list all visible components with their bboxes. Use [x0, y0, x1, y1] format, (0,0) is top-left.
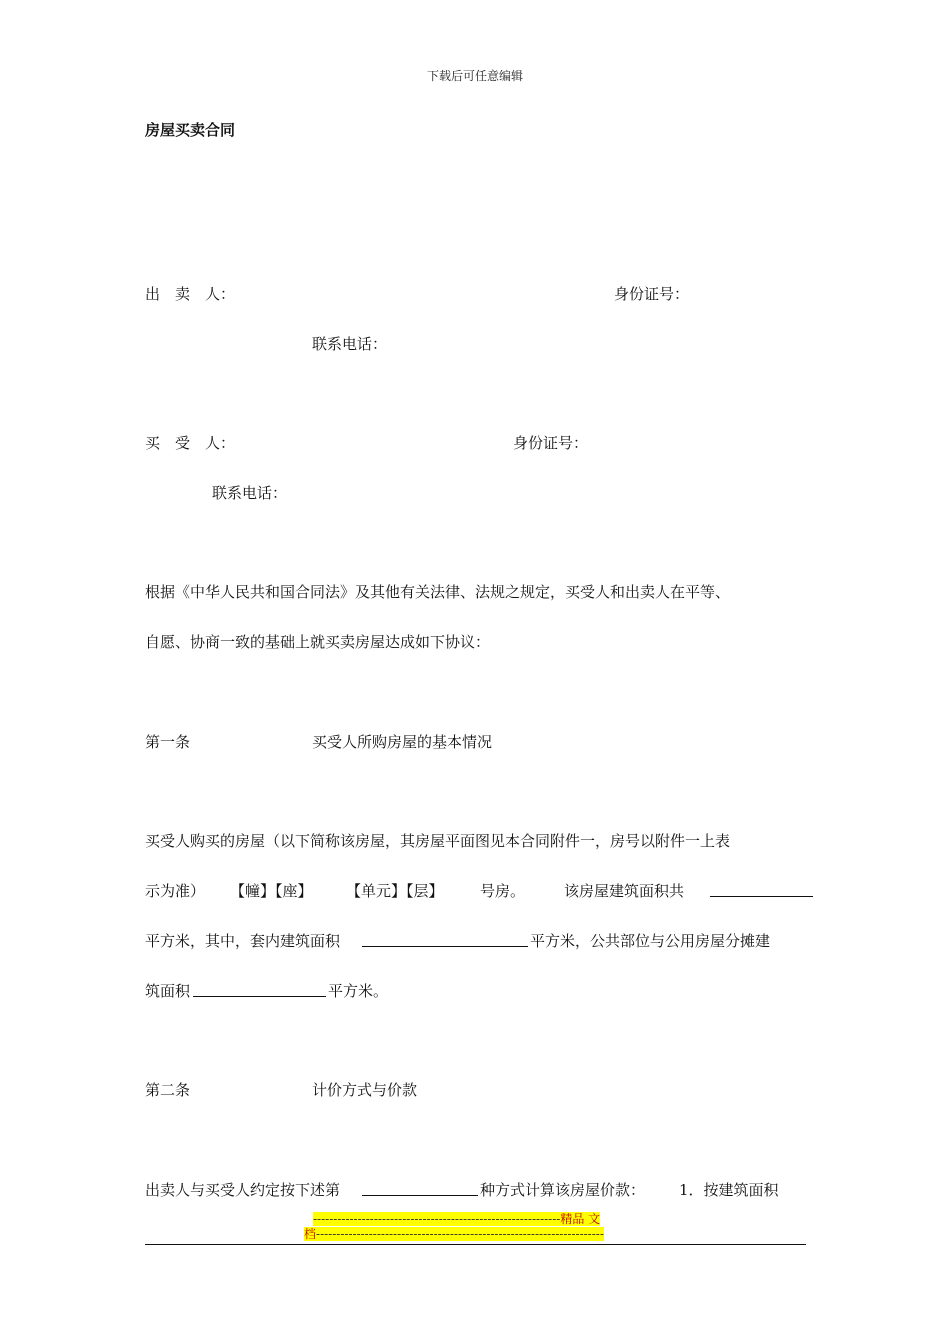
footer-watermark-line-1: [313, 1212, 600, 1226]
article-1-line-4a: 筑面积: [145, 982, 191, 1000]
article-1-heading: 买受人所购房屋的基本情况: [312, 733, 493, 751]
shared-area-blank[interactable]: [193, 981, 326, 1001]
preamble-line-1: 根据《中华人民共和国合同法》及其他有关法律、法规之规定，买受人和出卖人在平等、: [145, 583, 731, 601]
document-title: 房屋买卖合同: [145, 121, 236, 139]
total-area-blank[interactable]: [710, 881, 813, 901]
buyer-id-label: 身份证号：: [513, 434, 589, 452]
inner-area-blank[interactable]: [362, 931, 528, 951]
seller-phone-label: 联系电话：: [312, 335, 388, 353]
article-1-line-2a: 示为准）: [145, 882, 206, 900]
footer-divider: [145, 1244, 806, 1245]
article-1-line-2d: 号房。: [480, 882, 526, 900]
article-2-line-1c: 1．按建筑面积: [679, 1181, 779, 1199]
article-1-number: 第一条: [145, 733, 191, 751]
footer-dashes-2: -----------------------------------------------------------------------: [316, 1227, 604, 1241]
article-1-line-2e: 该房屋建筑面积共: [564, 882, 685, 900]
page-header-note: 下载后可任意编辑: [426, 69, 523, 83]
buyer-phone-label: 联系电话：: [212, 484, 288, 502]
seller-label: 出 卖 人：: [145, 285, 236, 303]
footer-mark-2: 档: [304, 1227, 317, 1241]
article-1-line-2c: 【单元】【层】: [346, 882, 444, 900]
article-1-line-3b: 平方米，公共部位与公用房屋分摊建: [530, 932, 771, 950]
article-1-line-3a: 平方米，其中，套内建筑面积: [145, 932, 341, 950]
footer-dashes-1: -------------------------------------------------------------: [313, 1212, 561, 1226]
buyer-label: 买 受 人：: [145, 434, 236, 452]
footer-watermark-line-2: [304, 1227, 604, 1241]
article-1-line-4b: 平方米。: [328, 982, 389, 1000]
footer-mark-1: 精品 文: [560, 1212, 601, 1226]
method-number-blank[interactable]: [362, 1180, 478, 1200]
article-2-number: 第二条: [145, 1081, 191, 1099]
preamble-line-2: 自愿、协商一致的基础上就买卖房屋达成如下协议：: [145, 633, 491, 651]
article-2-line-1b: 种方式计算该房屋价款：: [480, 1181, 646, 1199]
article-2-heading: 计价方式与价款: [312, 1081, 418, 1099]
seller-id-label: 身份证号：: [614, 285, 690, 303]
article-1-line-2b: 【幢】【座】: [230, 882, 313, 900]
article-1-line-1: 买受人购买的房屋（以下简称该房屋，其房屋平面图见本合同附件一，房号以附件一上表: [145, 832, 731, 850]
article-2-line-1a: 出卖人与买受人约定按下述第: [145, 1181, 341, 1199]
